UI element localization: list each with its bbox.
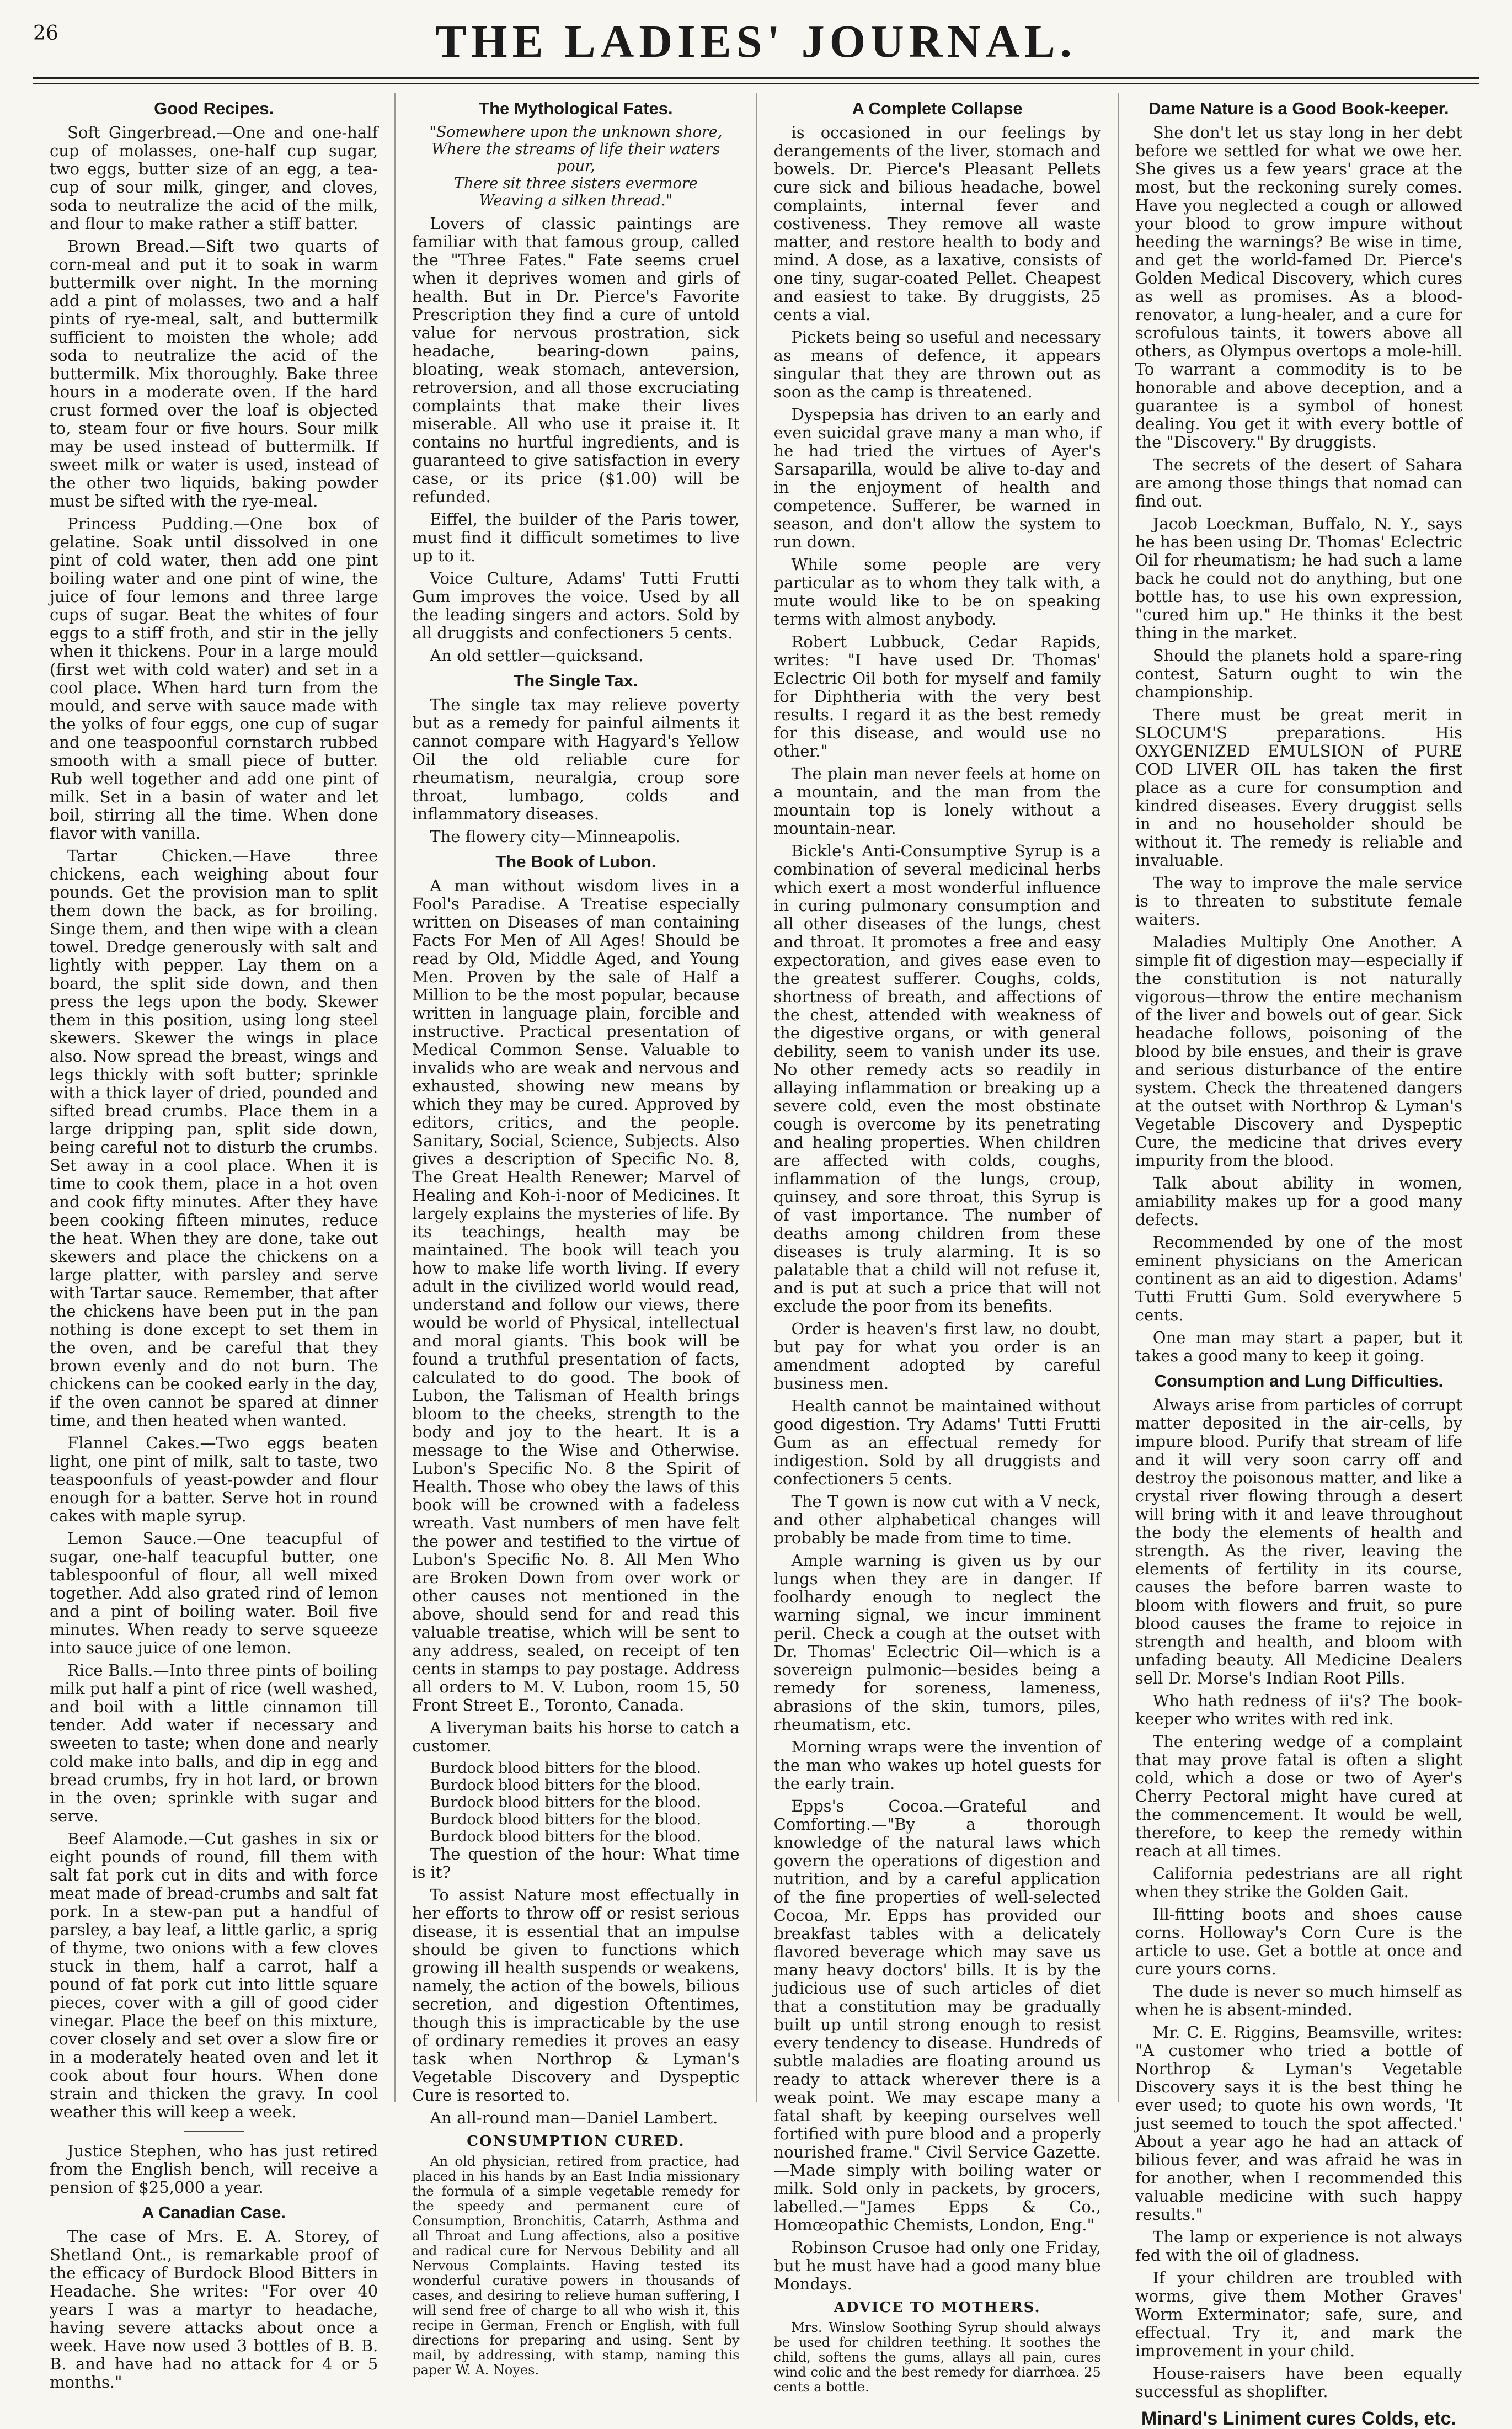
item-paragraph: There must be great merit in SLOCUM'S preparations. His OXYGENIZED EMULSION of PURE COD LIVER OIL has taken the first place as a cure for consumption and kindred diseases. Every druggist sells in and no householder should be without it. The remedy is reliable and invaluable. <box>1135 705 1462 870</box>
item-paragraph: The single tax may relieve poverty but as a remedy for painful ailments it cannot compare with Hagyard's Yellow Oil the old reliable cure for rheumatism, neuralgia, croup sore throat, lumbago, colds and inflammatory diseases. <box>412 695 740 823</box>
repeated-line: Burdock blood bitters for the blood. <box>430 1811 702 1828</box>
heading-book-of-lubon: The Book of Lubon. <box>495 852 656 871</box>
masthead-title: THE LADIES' JOURNAL. <box>435 16 1077 67</box>
column-1 <box>33 93 394 2391</box>
heading-mythological-fates: The Mythological Fates. <box>479 99 673 118</box>
heading-consumption-lung: Consumption and Lung Difficulties. <box>1154 1371 1444 1391</box>
page-columns <box>33 93 1479 2429</box>
item-paragraph: A liveryman baits his horse to catch a customer. <box>412 1718 740 1755</box>
item-paragraph: Should the planets hold a spare-ring contest, Saturn ought to win the championship. <box>1135 646 1462 701</box>
repeated-line: Burdock blood bitters for the blood. <box>430 1760 702 1777</box>
recipe-paragraph: Lemon Sauce.—One teacupful of sugar, one-half teacupful butter, one tablespoonful of flour, all well mixed together. Add also grated rind of lemon and a pint of boiling water. Boil five minutes. When ready to serve squeeze into sauce juice of one lemon. <box>50 1529 378 1657</box>
item-paragraph: The dude is never so much himself as when he is absent-minded. <box>1135 1982 1462 2019</box>
recipe-paragraph: Soft Gingerbread.—One and one-half cup of molasses, one-half cup sugar, two eggs, butter size of an egg, a tea-cup of sour milk, ginger, and cloves, soda to neutralize the acid of the milk, and flour to make rather a stiff batter. <box>50 123 378 233</box>
item-paragraph: The lamp or experience is not always fed with the oil of gladness. <box>1135 2228 1462 2265</box>
item-paragraph: Robert Lubbuck, Cedar Rapids, writes: "I have used Dr. Thomas' Eclectric Oil both for myself and family for Diphtheria with the very best results. I regard it as the best remedy for this disease, and would use no other." <box>773 632 1101 760</box>
item-paragraph: The question of the hour: What time is it? <box>412 1845 740 1882</box>
item-paragraph: Epps's Cocoa.—Grateful and Comforting.—"By a thorough knowledge of the natural laws which govern the operations of digestion and nutrition, and by a careful application of the fine properties of well-selected Cocoa, Mr. Epps has provided our breakfast tables with a delicately flavored beverage which may save us many heavy doctors' bills. It is by the judicious use of such articles of diet that a constitution may be gradually built up until strong enough to resist every tendency to disease. Hundreds of subtle maladies are floating around us ready to attack wherever there is a weak point. We may escape many a fatal shaft by keeping ourselves well fortified with pure blood and a properly nourished frame." Civil Service Gazette.—Made simply with boiling water or milk. Sold only in packets, by grocers, labelled.—"James Epps & Co., Homœopathic Chemists, London, Eng." <box>773 1797 1101 2234</box>
masthead-rule <box>33 77 1479 79</box>
item-paragraph: is occasioned in our feelings by derangements of the liver, stomach and bowels. Dr. Pierce's Pleasant Pellets cure sick and bilious headache, bowel complaints, internal fever and costiveness. They remove all waste matter, and restore health to body and mind. A dose, as a laxative, consists of one tiny, sugar-coated Pellet. Cheapest and easiest to take. By druggists, 25 cents a vial. <box>773 123 1101 324</box>
item-paragraph: If your children are troubled with worms, give them Mother Graves' Worm Exterminator; safe, sure, and effectual. Try it, and mark the improvement in your child. <box>1135 2268 1462 2360</box>
item-paragraph: The case of Mrs. E. A. Storey, of Shetland Ont., is remarkable proof of the efficacy of Burdock Blood Bitters in Headache. She writes: "For over 40 years I was a martyr to headache, having severe attacks about once a week. Have now used 3 bottles of B. B. B. and have had no attack for 4 or 5 months." <box>50 2227 378 2391</box>
item-paragraph: The T gown is now cut with a V neck, and other alphabetical changes will probably be made from time to time. <box>773 1492 1101 1547</box>
item-paragraph: House-raisers have been equally successful as shoplifter. <box>1135 2364 1462 2401</box>
recipe-paragraph: Princess Pudding.—One box of gelatine. Soak until dissolved in one pint of cold water, then add one pint boiling water and one pint of wine, the juice of four lemons and three large cups of sugar. Beat the whites of four eggs to a stiff froth, and stir in the jelly when it thickens. Pour in a large mould (first wet with cold water) and set in a cool place. When hard turn from the mould, and serve with sauce made with the yolks of four eggs, one cup of sugar and one teaspoonful cornstarch rubbed smooth with a small piece of butter. Rub well together and add one pint of milk. Set in a basin of water and let boil, stirring all the time. When done flavor with vanilla. <box>50 514 378 843</box>
recipe-paragraph: Tartar Chicken.—Have three chickens, each weighing about four pounds. Get the provision man to split them down the back, as for broiling. Singe them, and then wipe with a clean towel. Dredge generously with salt and lightly with pepper. Lay them on a board, the split side down, and then press the legs upon the body. Skewer them in this position, using long steel skewers. Skewer the wings in place also. Now spread the breast, wings and legs thickly with soft butter; sprinkle with a thick layer of dried, pounded and sifted bread crumbs. Place them in a large dripping pan, split side down, being careful not to disturb the crumbs. Set away in a cool place. When it is time to cook them, place in a hot oven and cook fifty minutes. After they have been cooking fifteen minutes, reduce the heat. When they are done, take out skewers and place the chickens on a large platter, with parsley and serve with Tartar sauce. Remember, that after the chickens have been put in the pan nothing is done except to set them in the oven, and be careful that they brown evenly and do not burn. The chickens can be cooked early in the day, if the oven cannot be spared at dinner time, and then heated when wanted. <box>50 846 378 1430</box>
column-3 <box>756 93 1118 2395</box>
item-paragraph: The secrets of the desert of Sahara are among those things that nomad can find out. <box>1135 455 1462 510</box>
heading-dame-nature: Dame Nature is a Good Book-keeper. <box>1148 99 1449 118</box>
item-paragraph: Lovers of classic paintings are familiar with that famous group, called the "Three Fates." Fate seems cruel when it deprives women and girls of health. But in Dr. Pierce's Favorite Prescription they find a cure of untold value for nervous prostration, sick headache, bearing-down pains, bloating, weak stomach, anteversion, retroversion, and all those excruciating complaints that make their lives miserable. All who use it praise it. It contains no hurtful ingredients, and is guaranteed to give satisfaction in every case, or its price ($1.00) will be refunded. <box>412 214 740 506</box>
poem-quote <box>412 124 739 209</box>
heading-single-tax: The Single Tax. <box>514 671 638 690</box>
item-paragraph: A man without wisdom lives in a Fool's Paradise. A Treatise especially written on Diseases of man containing Facts For Men of All Ages! Should be read by Old, Middle Aged, and Young Men. Proven by the sale of Half a Million to be the most popular, because written in language plain, forcible and instructive. Practical presentation of Medical Common Sense. Valuable to invalids who are weak and nervous and exhausted, showing new means by which they may be cured. Approved by editors, critics, and the people. Sanitary, Social, Science, Subjects. Also gives a description of Specific No. 8, The Great Health Renewer; Marvel of Healing and Koh-i-noor of Medicines. It largely explains the mysteries of life. By its teachings, health may be maintained. The book will teach you how to make life worth living. If every adult in the civilized world would read, understand and follow our views, there would be world of Physical, intellectual and moral giants. This book will be found a truthful presentation of facts, calculated to do good. The book of Lubon, the Talisman of Health brings bloom to the cheeks, strength to the body and joy to the heart. It is a message to the Wise and Otherwise. Lubon's Specific No. 8 the Spirit of Health. Those who obey the laws of this book will be crowned with a fadeless wreath. Vast numbers of men have felt the power and testified to the virtue of Lubon's Specific No. 8. All Men Who are Broken Down from over work or other causes not mentioned in the above, should send for and read this valuable treatise, which will be sent to any address, sealed, on receipt of ten cents in stamps to pay postage. Address all orders to M. V. Lubon, room 15, 50 Front Street E., Toronto, Canada. <box>412 876 740 1714</box>
item-paragraph: Health cannot be maintained without good digestion. Try Adams' Tutti Frutti Gum as an effectual remedy for indigestion. Sold by all druggists and confectioners 5 cents. <box>773 1397 1101 1488</box>
item-paragraph: To assist Nature most effectually in her efforts to throw off or resist serious disease, it is essential that an impulse should be given to functions which growing ill health suspends or weakens, namely, the action of the bowels, bilious secretion, and digestion Oftentimes, though this is impracticable by the use of ordinary remedies it proves an easy task when Northrop & Lyman's Vegetable Discovery and Dyspeptic Cure is resorted to. <box>412 1885 740 2105</box>
poem-line: Where the streams of life their waters pour, <box>431 141 720 175</box>
item-paragraph: Order is heaven's first law, no doubt, but pay for what you order is an amendment adopted by careful business men. <box>773 1319 1101 1393</box>
item-paragraph: Always arise from particles of corrupt matter deposited in the air-cells, by impure blood. Purify that stream of life and it will very soon carry off and destroy the poisonous matter, and like a crystal river flowing through a desert will bring with it and leave throughout the body the elements of health and strength. As the river, leaving the elements of fertility in its course, causes the before barren waste to bloom with flowers and fruit, so pure blood causes the frame to rejoice in strength and health, and bloom with unfading beauty. All Medicine Dealers sell Dr. Morse's Indian Root Pills. <box>1135 1395 1462 1687</box>
item-paragraph: Jacob Loeckman, Buffalo, N. Y., says he has been using Dr. Thomas' Eclectric Oil for rheumatism; he had such a lame back he could not do anything, but one bottle has, to use his own expression, "cured him up." He thinks it the best thing in the market. <box>1135 514 1462 642</box>
item-paragraph: Justice Stephen, who has just retired from the English bench, will receive a pension of $25,000 a year. <box>50 2142 378 2197</box>
item-paragraph: The plain man never feels at home on a mountain, and the man from the mountain top is lonely without a mountain-near. <box>773 764 1101 838</box>
repeated-line: Burdock blood bitters for the blood. <box>430 1794 702 1811</box>
item-paragraph: Ill-fitting boots and shoes cause corns. Holloway's Corn Cure is the article to use. Get a bottle at once and cure yours corns. <box>1135 1905 1462 1978</box>
heading-consumption-cured: CONSUMPTION CURED. <box>467 2133 685 2150</box>
poem-line: There sit three sisters evermore <box>453 175 698 192</box>
item-paragraph: Mr. C. E. Riggins, Beamsville, writes: "A customer who tried a bottle of Northrop & Lyman's Vegetable Discovery says it is the best thing he ever used; to quote his own words, 'It just seemed to touch the spot affected.' About a year ago he had an attack of bilious fever, and was afraid he was in for another, when I recommended this valuable medicine with such happy results." <box>1135 2023 1462 2224</box>
heading-advice-to-mothers: ADVICE TO MOTHERS. <box>834 2299 1041 2316</box>
item-paragraph: Voice Culture, Adams' Tutti Frutti Gum improves the voice. Used by all the leading singers and actors. Sold by all druggists and confectioners 5 cents. <box>412 569 740 642</box>
separator-rule <box>184 2131 244 2132</box>
item-paragraph: California pedestrians are all right when they strike the Golden Gait. <box>1135 1864 1462 1901</box>
item-paragraph: Dyspepsia has driven to an early and even suicidal grave many a man who, if he had tried the virtues of Ayer's Sarsaparilla, would be alive to-day and in the enjoyment of health and competence. Sufferer, be warned in season, and don't allow the system to run down. <box>773 405 1101 551</box>
item-paragraph: The way to improve the male service is to threaten to substitute female waiters. <box>1135 873 1462 929</box>
page-number: 26 <box>33 22 58 45</box>
item-paragraph: Maladies Multiply One Another. A simple fit of digestion may—especially if the constitution is not naturally vigorous—throw the entire mechanism of the liver and bowels out of gear. Sick headache follows, poisoning of the blood by bile ensues, and their is grave and serious disturbance of the entire system. Check the threatened dangers at the outset with Northrop & Lyman's Vegetable Discovery and Dyspeptic Cure, the medicine that drives every impurity from the blood. <box>1135 933 1462 1170</box>
item-paragraph: The flowery city—Minneapolis. <box>430 827 681 846</box>
item-paragraph: An all-round man—Daniel Lambert. <box>430 2108 718 2127</box>
item-paragraph: Eiffel, the builder of the Paris tower, must find it difficult sometimes to live up to it. <box>412 510 740 565</box>
recipe-paragraph: Flannel Cakes.—Two eggs beaten light, one pint of milk, salt to taste, two teaspoonfuls of yeast-powder and flour enough for a batter. Serve hot in round cakes with maple syrup. <box>50 1434 378 1525</box>
item-paragraph: Mrs. Winslow Soothing Syrup should always be used for children teething. It soothes the child, softens the gums, allays all pain, cures wind colic and the best remedy for diarrhœa. 25 cents a bottle. <box>773 2320 1101 2395</box>
heading-good-recipes: Good Recipes. <box>154 99 274 118</box>
closing-advert: Minard's Liniment cures Colds, etc. <box>1141 2408 1456 2429</box>
recipe-paragraph: Brown Bread.—Sift two quarts of corn-meal and put it to soak in warm buttermilk over night. In the morning add a pint of molasses, two and a half pints of rye-meal, salt, and buttermilk sufficient to moisten the whole; add soda to neutralize the acid of the buttermilk. Mix thoroughly. Bake three hours in a moderate oven. If the hard crust formed over the loaf is objected to, steam four or five hours. Sour milk may be used instead of buttermilk. If sweet milk or water is used, instead of the other two liquids, baking powder must be sifted with the rye-meal. <box>50 237 378 510</box>
item-paragraph: Bickle's Anti-Consumptive Syrup is a combination of several medicinal herbs which exert a most wonderful influence in curing pulmonary consumption and all other diseases of the lungs, chest and throat. It promotes a free and easy expectoration, and gives ease even to the greatest sufferer. Coughs, colds, shortness of breath, and affections of the chest, attended with weakness of the digestive organs, or with general debility, seem to vanish under its use. No other remedy acts so readily in allaying inflammation or breaking up a severe cold, even the most obstinate cough is overcome by its penetrating and healing properties. When children are affected with colds, coughs, inflammation of the lungs, croup, quinsey, and sore throat, this Syrup is of vast importance. The number of deaths among children from these diseases is truly alarming. It is so palatable that a child will not refuse it, and is put at such a price that will not exclude the poor from its benefits. <box>773 841 1101 1315</box>
column-4 <box>1118 93 1479 2429</box>
repeated-line: Burdock blood bitters for the blood. <box>430 1828 702 1845</box>
item-paragraph: Pickets being so useful and necessary as means of defence, it appears singular that they are thrown out as soon as the camp is threatened. <box>773 328 1101 401</box>
poem-line: Weaving a silken thread." <box>479 192 673 209</box>
masthead-rule-thin <box>33 83 1479 84</box>
recipe-paragraph: Beef Alamode.—Cut gashes in six or eight pounds of round, fill them with salt fat pork cut in dits and with force meat made of bread-crumbs and salt fat pork. In a stew-pan put a handful of parsley, a bay leaf, a little garlic, a sprig of thyme, two onions with a few cloves stuck in them, half a carrot, half a pound of fat pork cut into little square pieces, cover with a gill of good cider vinegar. Place the beef on this mixture, cover closely and set over a slow fire or in a moderately heated oven and let it cook about four hours. When done strain and thicken the gravy. In cool weather this will keep a week. <box>50 1829 378 2121</box>
repeated-line: Burdock blood bitters for the blood. <box>430 1777 702 1794</box>
item-paragraph: Ample warning is given us by our lungs when they are in danger. If foolhardy enough to neglect the warning signal, we incur imminent peril. Check a cough at the outset with Dr. Thomas' Eclectric Oil—which is a sovereign pulmonic—besides being a remedy for soreness, lameness, abrasions of the skin, tumors, piles, rheumatism, etc. <box>773 1551 1101 1734</box>
item-paragraph: An old physician, retired from practice, had placed in his hands by an East India missionary the formula of a simple vegetable remedy for the speedy and permanent cure of Consumption, Bronchitis, Catarrh, Asthma and all Throat and Lung affections, also a positive and radical cure for Nervous Debility and all Nervous Complaints. Having tested its wonderful curative powers in thousands of cases, and desiring to relieve human suffering, I will send free of charge to all who wish it, this recipe in German, French or English, with full directions for preparing and using. Sent by mail, by addressing, with stamp, naming this paper W. A. Noyes. <box>412 2154 740 2378</box>
item-paragraph: Recommended by one of the most eminent physicians on the American continent as an aid to digestion. Adams' Tutti Frutti Gum. Sold everywhere 5 cents. <box>1135 1233 1462 1324</box>
heading-canadian-case: A Canadian Case. <box>142 2203 286 2222</box>
item-paragraph: Talk about ability in women, amiability makes up for a good many defects. <box>1135 1174 1462 1229</box>
item-paragraph: Who hath redness of ii's? The book-keeper who writes with red ink. <box>1135 1691 1462 1728</box>
item-paragraph: One man may start a paper, but it takes a good many to keep it going. <box>1135 1328 1462 1365</box>
recipe-paragraph: Rice Balls.—Into three pints of boiling milk put half a pint of rice (well washed, and boil with a little cinnamon till tender. Add water if necessary and sweeten to taste; when done and nearly cold make into balls, and dip in egg and bread crumbs, fry in hot lard, or brown in the oven; sprinkle with sugar and serve. <box>50 1661 378 1825</box>
item-paragraph: The entering wedge of a complaint that may prove fatal is often a slight cold, which a dose or two of Ayer's Cherry Pectoral might have cured at the commencement. It would be well, therefore, to keep the remedy within reach at all times. <box>1135 1732 1462 1860</box>
item-paragraph: An old settler—quicksand. <box>430 646 644 665</box>
poem-line: "Somewhere upon the unknown shore, <box>429 124 723 141</box>
heading-complete-collapse: A Complete Collapse <box>852 99 1023 118</box>
item-paragraph: Morning wraps were the invention of the man who wakes up hotel guests for the early train. <box>773 1738 1101 1793</box>
item-paragraph: Robinson Crusoe had only one Friday, but he must have had a good many blue Mondays. <box>773 2238 1101 2293</box>
item-paragraph: She don't let us stay long in her debt before we settled for what we owe her. She gives us a few years' grace at the most, but the reckoning surely comes. Have you neglected a cough or allowed your blood to grow impure without heeding the warnings? Be wise in time, and get the world-famed Dr. Pierce's Golden Medical Discovery, which cures as well as promises. As a blood-renovator, a lung-healer, and a cure for scrofulous taints, it towers above all others, as Olympus overtops a mole-hill. To warrant a commodity is to be honorable and above deception, and a guarantee is a symbol of honest dealing. You get it with every bottle of the "Discovery." By druggists. <box>1135 123 1462 451</box>
item-paragraph: While some people are very particular as to whom they talk with, a mute would like to be on speaking terms with almost anybody. <box>773 555 1101 628</box>
column-2 <box>394 93 756 2378</box>
